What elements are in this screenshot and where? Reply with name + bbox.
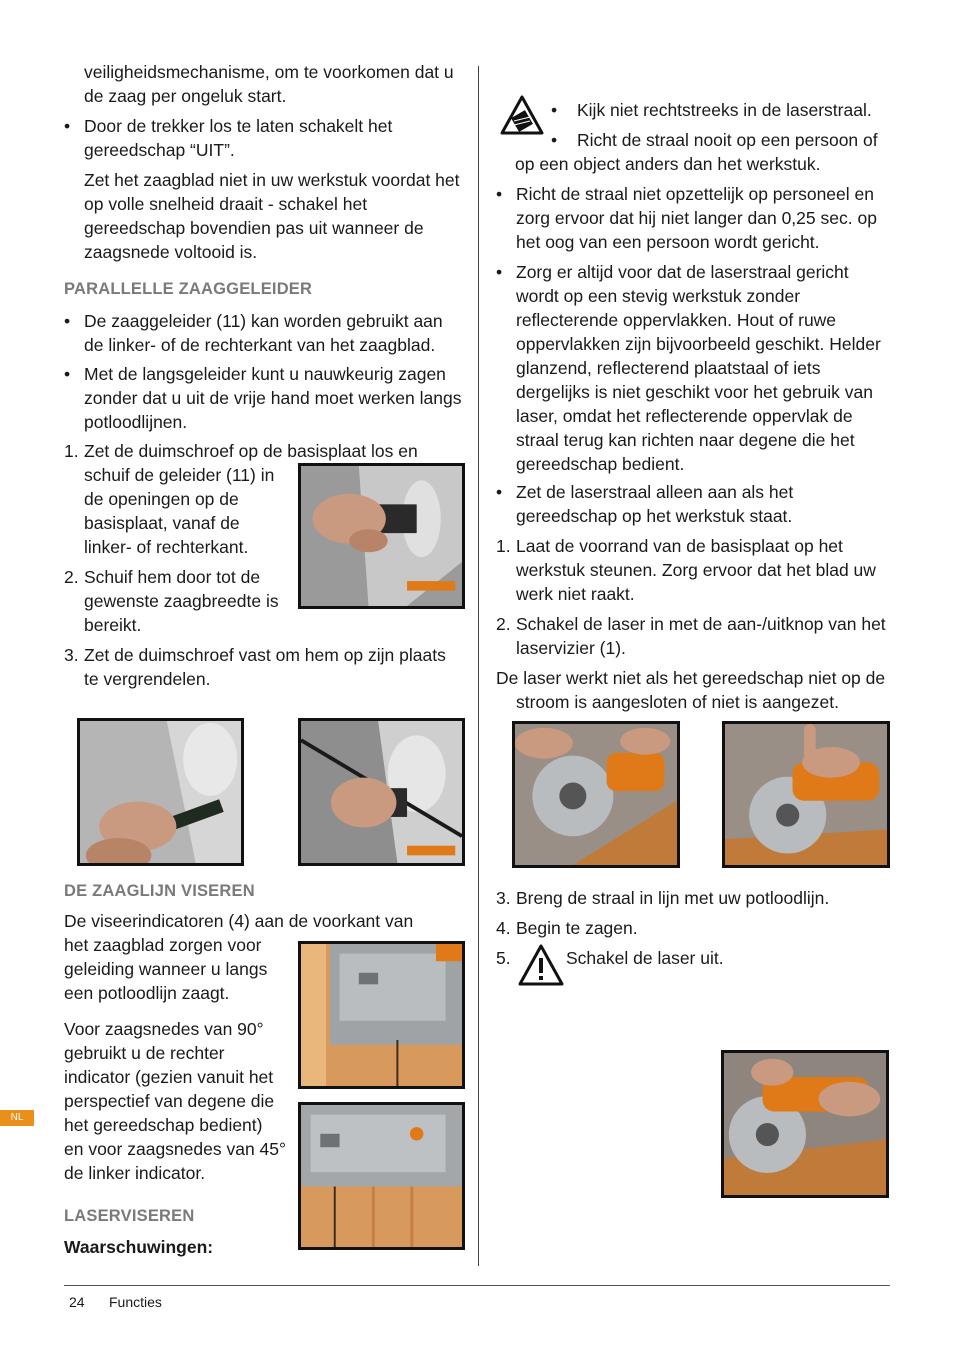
warnings-label: Waarschuwingen: <box>64 1237 214 1257</box>
bullet-dot: • <box>64 364 71 384</box>
bullet-dot: • <box>64 116 71 136</box>
laser-step-2-text: Schakel de laser in met de aan-/uitknop van het laservizier (1). <box>516 614 886 658</box>
step-number: 3. <box>496 888 511 908</box>
guide-step-3-text: Zet de duimschroef vast om hem op zijn plaats te vergrendelen. <box>84 645 446 689</box>
warn-bullet-2 <box>515 128 895 176</box>
laser-step-3 <box>496 886 896 910</box>
photo-sight-indicator-90 <box>298 941 465 1089</box>
bullet-guide-2-text: Met de langsgeleider kunt u nauwkeurig zagen zonder dat u uit de vrije hand moet werken langs potloodlijnen. <box>84 364 462 432</box>
blade-paragraph: Zet het zaagblad niet in uw werkstuk voordat het op volle snelheid draait - schakel het gereedschap bovendien pas uit wanneer de zaagsnede voltooid is. <box>84 170 460 262</box>
sight-paragraph-line1: De viseerindicatoren (4) aan de voorkant van <box>64 911 414 931</box>
bullet-laser-3 <box>496 480 896 528</box>
guide-step-1-line1: Zet de duimschroef op de basisplaat los en <box>84 441 418 461</box>
bullet-dot: • <box>64 311 71 331</box>
intro-continuation: veiligheidsmechanisme, om te voorkomen dat u de zaag per ongeluk start. <box>84 62 454 106</box>
bullet-laser-1-text: Richt de straal niet opzettelijk op personeel en zorg ervoor dat hij niet langer dan 0,25 sec. op het oog van een persoon wordt gericht. <box>516 184 877 252</box>
photo-laser-cut <box>721 1050 889 1198</box>
guide-step-2 <box>64 565 292 637</box>
section-name: Functies <box>109 1294 162 1310</box>
bullet-trigger <box>64 114 454 162</box>
warn-bullet-1 <box>551 98 897 122</box>
warn-bullet-1-text: Kijk niet rechtstreeks in de laserstraal. <box>577 100 872 120</box>
bullet-guide-1-text: De zaaggeleider (11) kan worden gebruikt aan de linker- of de rechterkant van het zaagblad. <box>84 311 443 355</box>
photo-guide-slide-2 <box>298 718 465 866</box>
step-number: 5. <box>496 948 511 968</box>
column-divider <box>478 66 479 1266</box>
heading-sight-line: DE ZAAGLIJN VISEREN <box>64 882 255 900</box>
bullet-laser-3-text: Zet de laserstraal alleen aan als het gereedschap op het werkstuk staat. <box>516 482 794 526</box>
step-number: 3. <box>64 645 79 665</box>
laser-step-3-text: Breng de straal in lijn met uw potloodlijn. <box>516 888 830 908</box>
laser-step-1 <box>496 534 896 606</box>
bullet-laser-2-text: Zorg er altijd voor dat de laserstraal gericht wordt op een stevig werkstuk zonder reflecterende oppervlakken. Hout of ruwe oppervlakken zijn bijvoorbeeld geschikt. Helder glanzend, reflecterend plaatstaal of iets dergelijks is niet geschikt voor het gebruik van laser, omdat het reflecterende oppervlak de straal terug kan richten naar degene die het gereedschap bedient. <box>516 262 881 474</box>
bullet-dot: • <box>496 262 503 282</box>
guide-step-3 <box>64 643 464 691</box>
step-number: 2. <box>496 614 511 634</box>
laser-step-4 <box>496 916 896 940</box>
page-number: 24 <box>69 1294 85 1310</box>
bullet-guide-2 <box>64 362 464 434</box>
bullet-dot: • <box>496 482 503 502</box>
bullet-dot: • <box>496 184 503 204</box>
guide-step-1 <box>64 439 444 463</box>
guide-step-1-rest: schuif de geleider (11) in de openingen op de basisplaat, vanaf de linker- of rechterkant. <box>84 465 275 557</box>
bullet-laser-1 <box>496 182 896 254</box>
bullet-laser-2 <box>496 260 896 476</box>
bullet-guide-1 <box>64 309 464 357</box>
laser-step-2 <box>496 612 896 660</box>
bullet-dot: • <box>551 130 558 150</box>
bullet-trigger-text: Door de trekker los te laten schakelt het gereedschap “UIT”. <box>84 116 393 160</box>
laser-note: De laser werkt niet als het gereedschap niet op de stroom is aangesloten of niet is aangezet. <box>496 668 886 712</box>
heading-parallel-guide: PARALLELLE ZAAGGELEIDER <box>64 280 313 298</box>
warn-bullet-2-text: Richt de straal nooit op een persoon of op een object anders dan het werkstuk. <box>515 130 878 174</box>
footer-rule <box>64 1285 890 1286</box>
warning-triangle-icon <box>518 944 564 986</box>
language-tab: NL <box>0 1110 34 1126</box>
heading-laser: LASERVISEREN <box>64 1207 195 1225</box>
laser-step-5-text: Schakel de laser uit. <box>566 948 724 968</box>
laser-step-1-text: Laat de voorrand van de basisplaat op het werkstuk steunen. Zorg ervoor dat het blad uw werk niet raakt. <box>516 536 876 604</box>
step-number: 1. <box>496 536 511 556</box>
photo-laser-start <box>512 721 680 868</box>
photo-guide-slide-1 <box>77 718 244 866</box>
photo-guide-insert <box>298 463 465 609</box>
step-number: 2. <box>64 567 79 587</box>
photo-sight-indicator-45 <box>298 1102 465 1250</box>
step-number: 1. <box>64 441 79 461</box>
sight-paragraph-rest: het zaagblad zorgen voor geleiding wanneer u langs een potloodlijn zaagt. <box>64 935 268 1003</box>
guide-step-2-text: Schuif hem door tot de gewenste zaagbreedte is bereikt. <box>84 567 279 635</box>
step-number: 4. <box>496 918 511 938</box>
sight-paragraph-2: Voor zaagsnedes van 90° gebruikt u de rechter indicator (gezien vanuit het perspectief van degene die het gereedschap bedient) en voor zaagsnedes van 45° de linker indicator. <box>64 1019 287 1183</box>
photo-laser-switch <box>722 721 890 868</box>
laser-step-4-text: Begin te zagen. <box>516 918 638 938</box>
bullet-dot: • <box>551 100 558 120</box>
